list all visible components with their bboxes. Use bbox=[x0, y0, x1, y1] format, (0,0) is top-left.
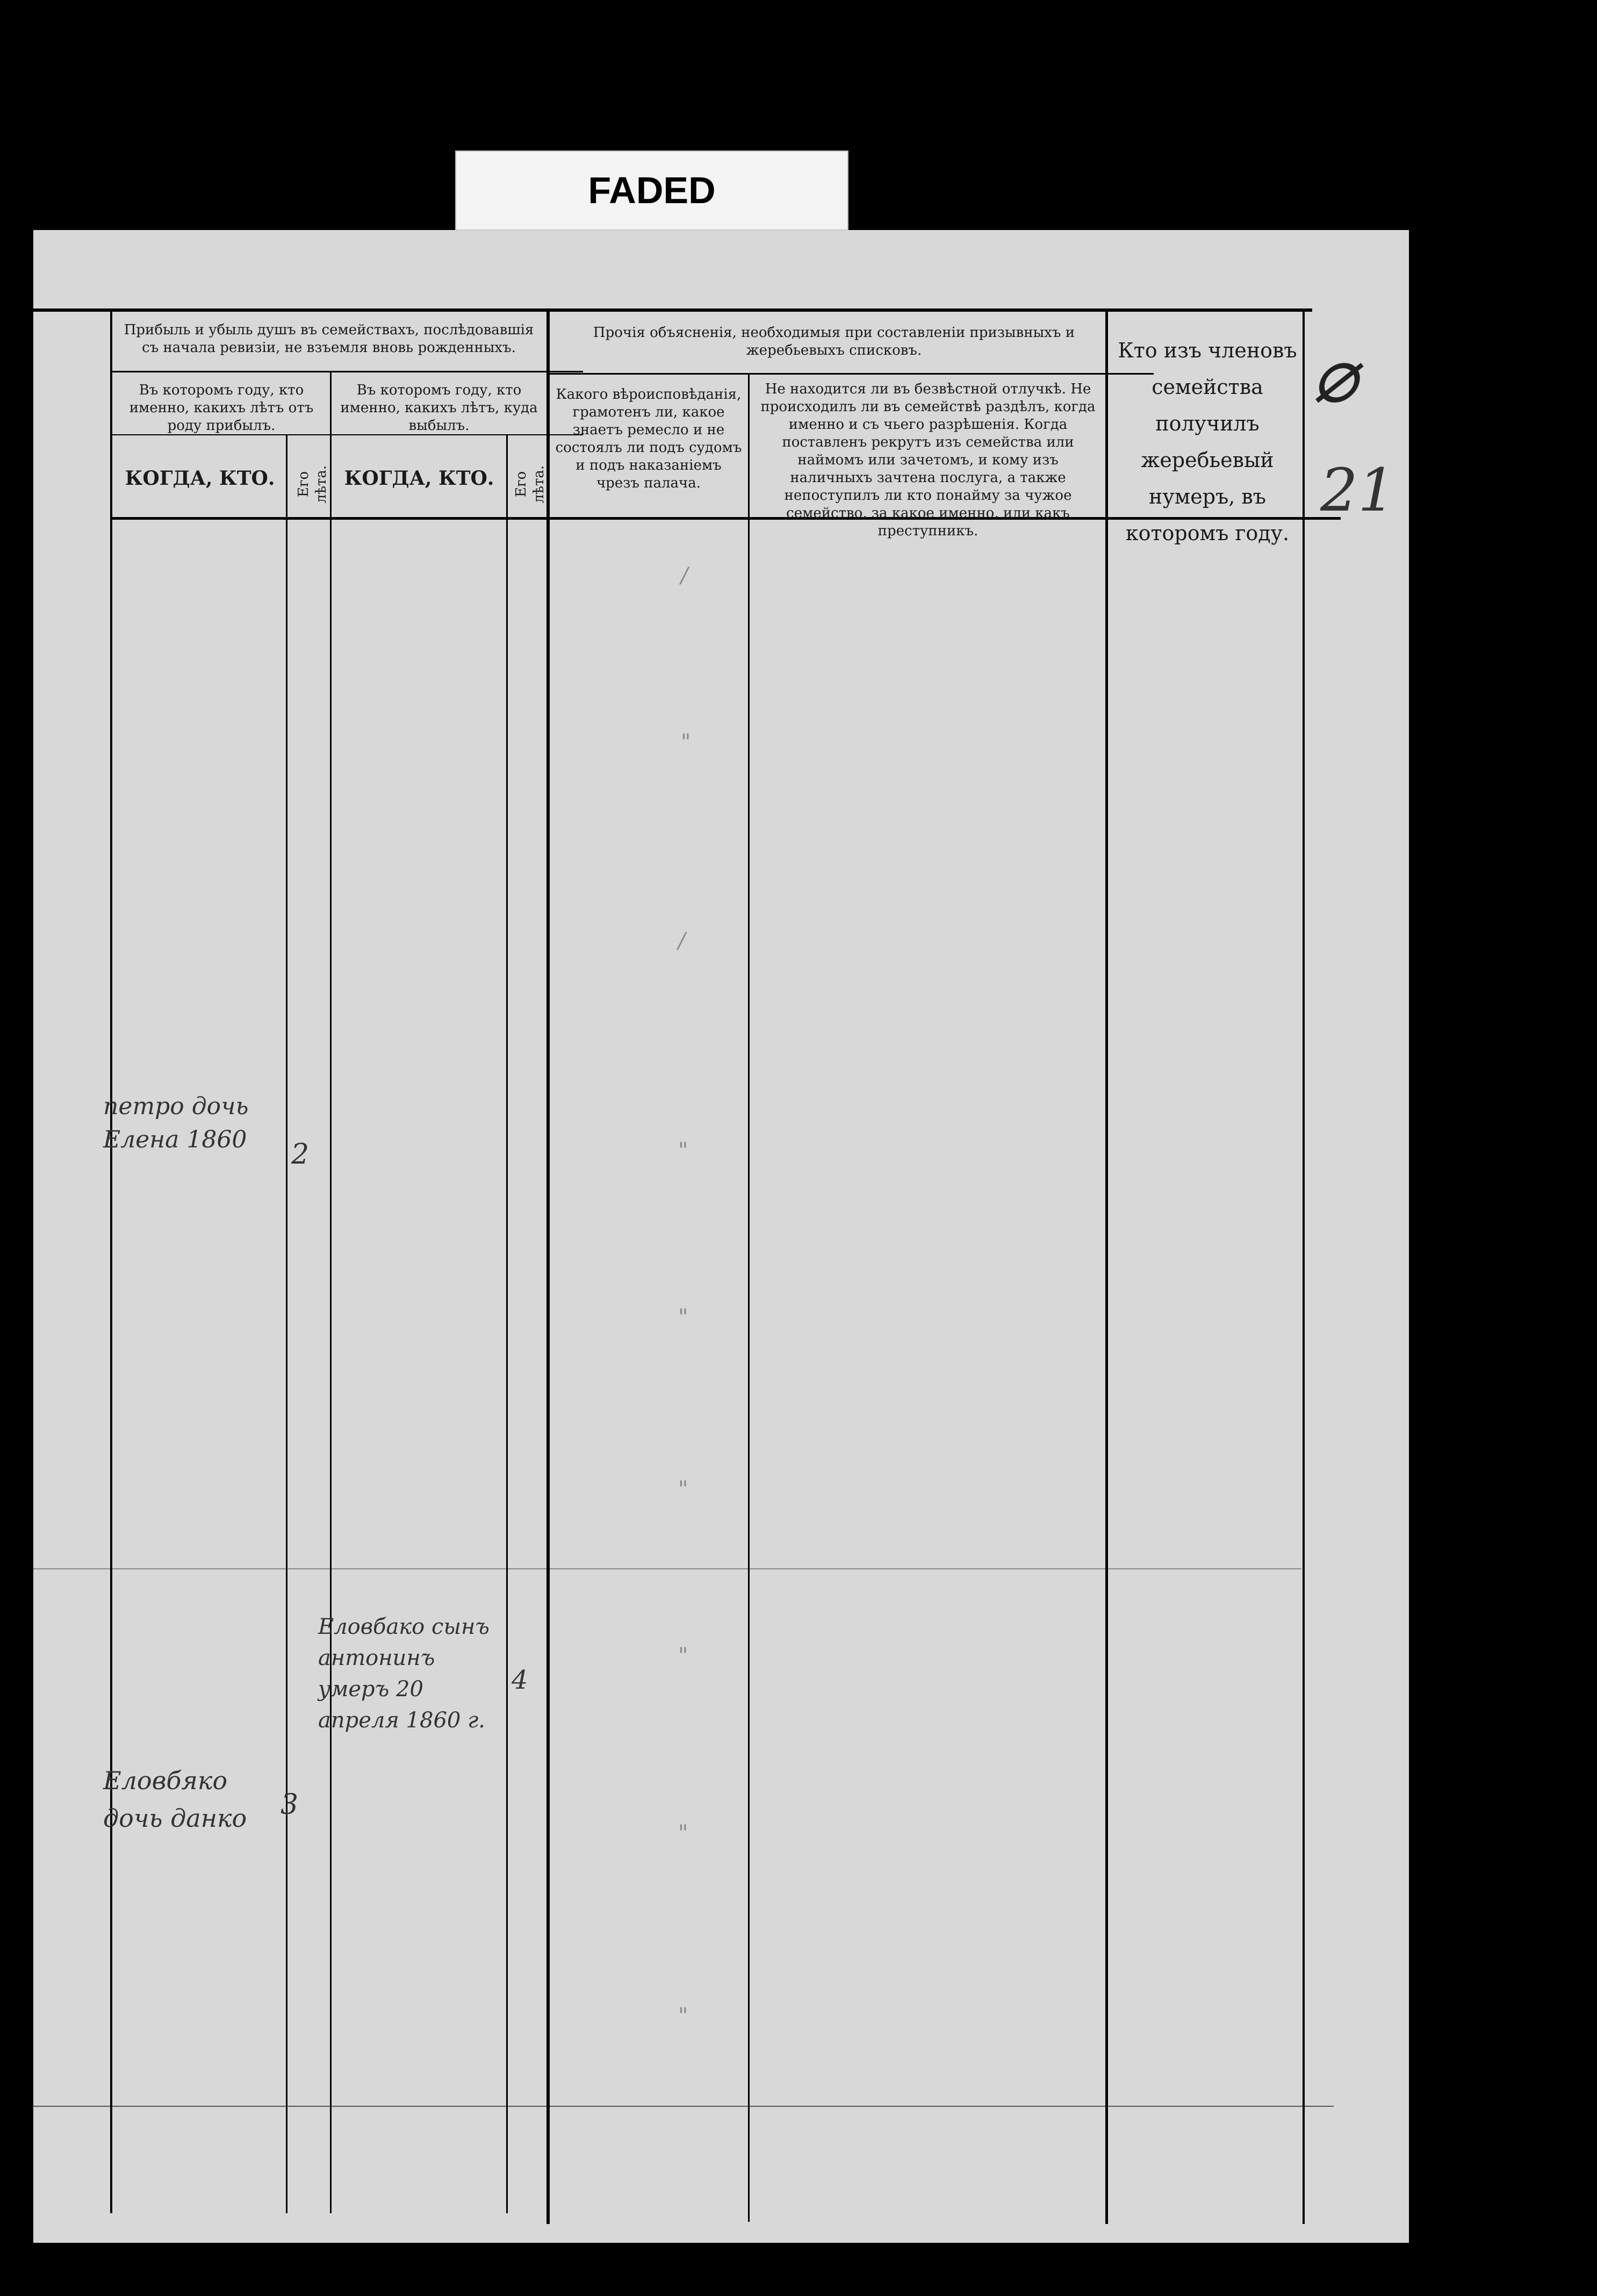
ditto-mark: / bbox=[681, 563, 688, 588]
ditto-mark: / bbox=[678, 929, 686, 953]
departed-entry-1-age: 4 bbox=[512, 1665, 528, 1695]
ditto-mark: " bbox=[678, 1477, 688, 1502]
arrived-entry-2: Еловбяко дочь данко bbox=[103, 1766, 247, 1833]
ledger-page bbox=[33, 230, 1409, 2243]
header-when-who-1: КОГДА, КТО. bbox=[125, 467, 275, 490]
header-arrived-desc: Въ которомъ году, кто именно, какихъ лѣтъ отъ роду прибылъ. bbox=[129, 382, 314, 434]
label-text: FADED bbox=[588, 169, 716, 211]
bottom-rule bbox=[33, 2106, 1334, 2107]
header-absence: Не находится ли въ безвѣстной отлучкѣ. Не происходилъ ли въ семействѣ раздѣлъ, когда именно и съ чьего разрѣшенія. Когда поставленъ рекрутъ изъ семейства или наймомъ или зачетомъ, и кому изъ наличныхъ зачтена послуга, а также непоступилъ ли кто понайму за чужое семейство, за какое именно, или какъ преступникъ. bbox=[760, 381, 1096, 539]
departed-entry-1: Еловбако сынъ антонинъ умеръ 20 апреля 1860 г. bbox=[318, 1615, 490, 1733]
header-lottery: Кто изъ членовъ семейства получилъ жеребьевый нумеръ, въ которомъ году. bbox=[1118, 339, 1297, 545]
ditto-mark: " bbox=[681, 730, 691, 755]
subheader-rule-mid bbox=[549, 373, 1154, 375]
col-line-4 bbox=[506, 434, 508, 2213]
arrived-entry-2-age: 3 bbox=[280, 1789, 299, 1821]
header-religion: Какого вѣроисповѣданія, грамотенъ ли, какое знаетъ ремесло и не состоялъ ли подъ судомъ и подъ наказаніемъ чрезъ палача. bbox=[555, 386, 742, 491]
faded-document-label bbox=[455, 150, 848, 231]
page-number: 21 bbox=[1320, 456, 1395, 525]
col-line-3 bbox=[330, 372, 332, 2213]
col-line-1 bbox=[110, 311, 112, 2213]
top-rule bbox=[33, 308, 1312, 312]
col-line-6 bbox=[748, 373, 750, 2222]
header-age-2: Его лѣта. bbox=[513, 465, 547, 504]
header-other-explanations: Прочія объясненія, необходимыя при составленіи призывныхъ и жеребьевыхъ списковъ. bbox=[593, 325, 1075, 358]
header-age-1: Его лѣта. bbox=[296, 465, 329, 504]
ditto-mark: " bbox=[678, 1821, 688, 1846]
subheader-rule-left bbox=[110, 371, 583, 372]
col-line-2 bbox=[286, 434, 287, 2213]
col-line-8 bbox=[1303, 311, 1305, 2224]
ditto-mark: " bbox=[678, 1644, 688, 1668]
folio-mark: ⌀ bbox=[1312, 332, 1358, 420]
ditto-mark: " bbox=[678, 1138, 688, 1163]
header-when-who-2: КОГДА, КТО. bbox=[344, 467, 494, 490]
col-line-5 bbox=[546, 311, 550, 2224]
col-line-7 bbox=[1105, 311, 1108, 2224]
lower-section-rule bbox=[33, 1568, 1301, 1569]
ditto-mark: " bbox=[678, 1305, 688, 1330]
header-arrivals-departures: Прибыль и убыль душъ въ семействахъ, послѣдовавшія съ начала ревизіи, не взъемля вновь рожденныхъ. bbox=[124, 322, 534, 356]
ditto-mark: " bbox=[678, 2004, 688, 2028]
arrived-entry-1-age: 2 bbox=[291, 1138, 310, 1171]
arrived-entry-1: петро дочь Елена 1860 bbox=[103, 1093, 249, 1153]
header-departed-desc: Въ которомъ году, кто именно, какихъ лѣтъ, куда выбылъ. bbox=[340, 382, 538, 434]
